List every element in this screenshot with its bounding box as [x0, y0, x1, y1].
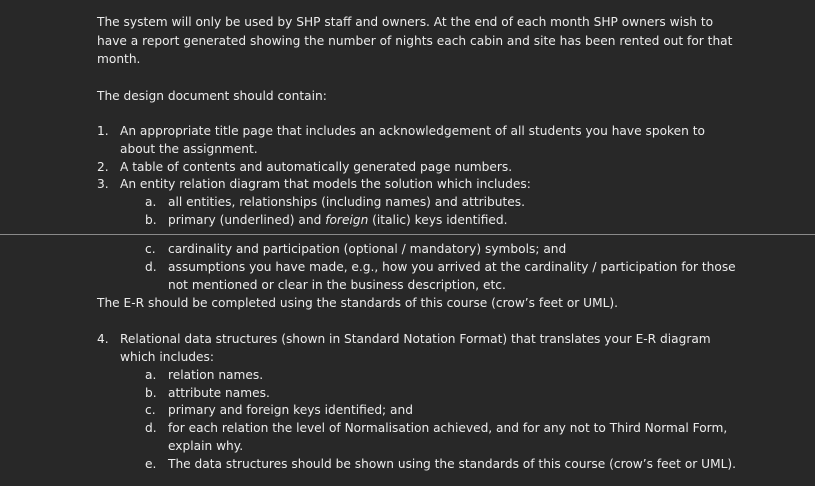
sub-item-4b: attribute names. [168, 386, 270, 400]
intro-line-2: have a report generated showing the number of nights each cabin and site has been rented out for that [97, 34, 733, 48]
list-item-4-line-2: which includes: [120, 350, 214, 364]
sub-item-4a: relation names. [168, 368, 264, 382]
sub-item-3c: cardinality and participation (optional / mandatory) symbols; and [168, 242, 567, 256]
list-item-1-line-2: about the assignment. [120, 142, 258, 156]
sub-item-4d-line-2: explain why. [168, 439, 244, 453]
sub-letter-3c: c. [145, 242, 156, 256]
sub-letter-4d: d. [145, 421, 157, 435]
sub-letter-4e: e. [145, 457, 157, 471]
list-number-4: 4. [97, 332, 109, 346]
sub-item-4e: The data structures should be shown using the standards of this course (crow’s feet or UML). [168, 457, 737, 471]
sub-item-3d-line-1: assumptions you have made, e.g., how you arrived at the cardinality / participation for those [168, 260, 736, 274]
intro-line-1: The system will only be used by SHP staff and owners. At the end of each month SHP owners wish to [97, 15, 714, 29]
sub-item-3d-line-2: not mentioned or clear in the business description, etc. [168, 278, 506, 292]
list-item-1-line-1: An appropriate title page that includes an acknowledgement of all students you have spoken to [120, 124, 705, 138]
page-divider [0, 234, 815, 235]
sub-letter-3b: b. [145, 213, 157, 227]
list-number-3: 3. [97, 177, 109, 191]
sub-item-4c: primary and foreign keys identified; and [168, 403, 413, 417]
design-heading: The design document should contain: [97, 89, 327, 103]
list-item-2-line-1: A table of contents and automatically generated page numbers. [120, 160, 513, 174]
sub-letter-4b: b. [145, 386, 157, 400]
sub-letter-4c: c. [145, 403, 156, 417]
foreign-italic-word: foreign [325, 213, 369, 227]
list-item-4-line-1: Relational data structures (shown in Standard Notation Format) that translates your E-R diagram [120, 332, 711, 346]
sub-item-3b-before: primary (underlined) and [168, 213, 326, 227]
sub-item-4d-line-1: for each relation the level of Normalisation achieved, and for any not to Third Normal Form, [168, 421, 728, 435]
sub-item-3b-after: (italic) keys identified. [368, 213, 508, 227]
er-note: The E-R should be completed using the standards of this course (crow’s feet or UML). [97, 296, 619, 310]
list-item-3-line-1: An entity relation diagram that models the solution which includes: [120, 177, 531, 191]
sub-letter-3d: d. [145, 260, 157, 274]
sub-item-3b [168, 211, 508, 229]
list-number-2: 2. [97, 160, 109, 174]
sub-letter-4a: a. [145, 368, 157, 382]
sub-item-3a: all entities, relationships (including names) and attributes. [168, 195, 525, 209]
intro-line-3: month. [97, 52, 141, 66]
sub-letter-3a: a. [145, 195, 157, 209]
list-number-1: 1. [97, 124, 109, 138]
